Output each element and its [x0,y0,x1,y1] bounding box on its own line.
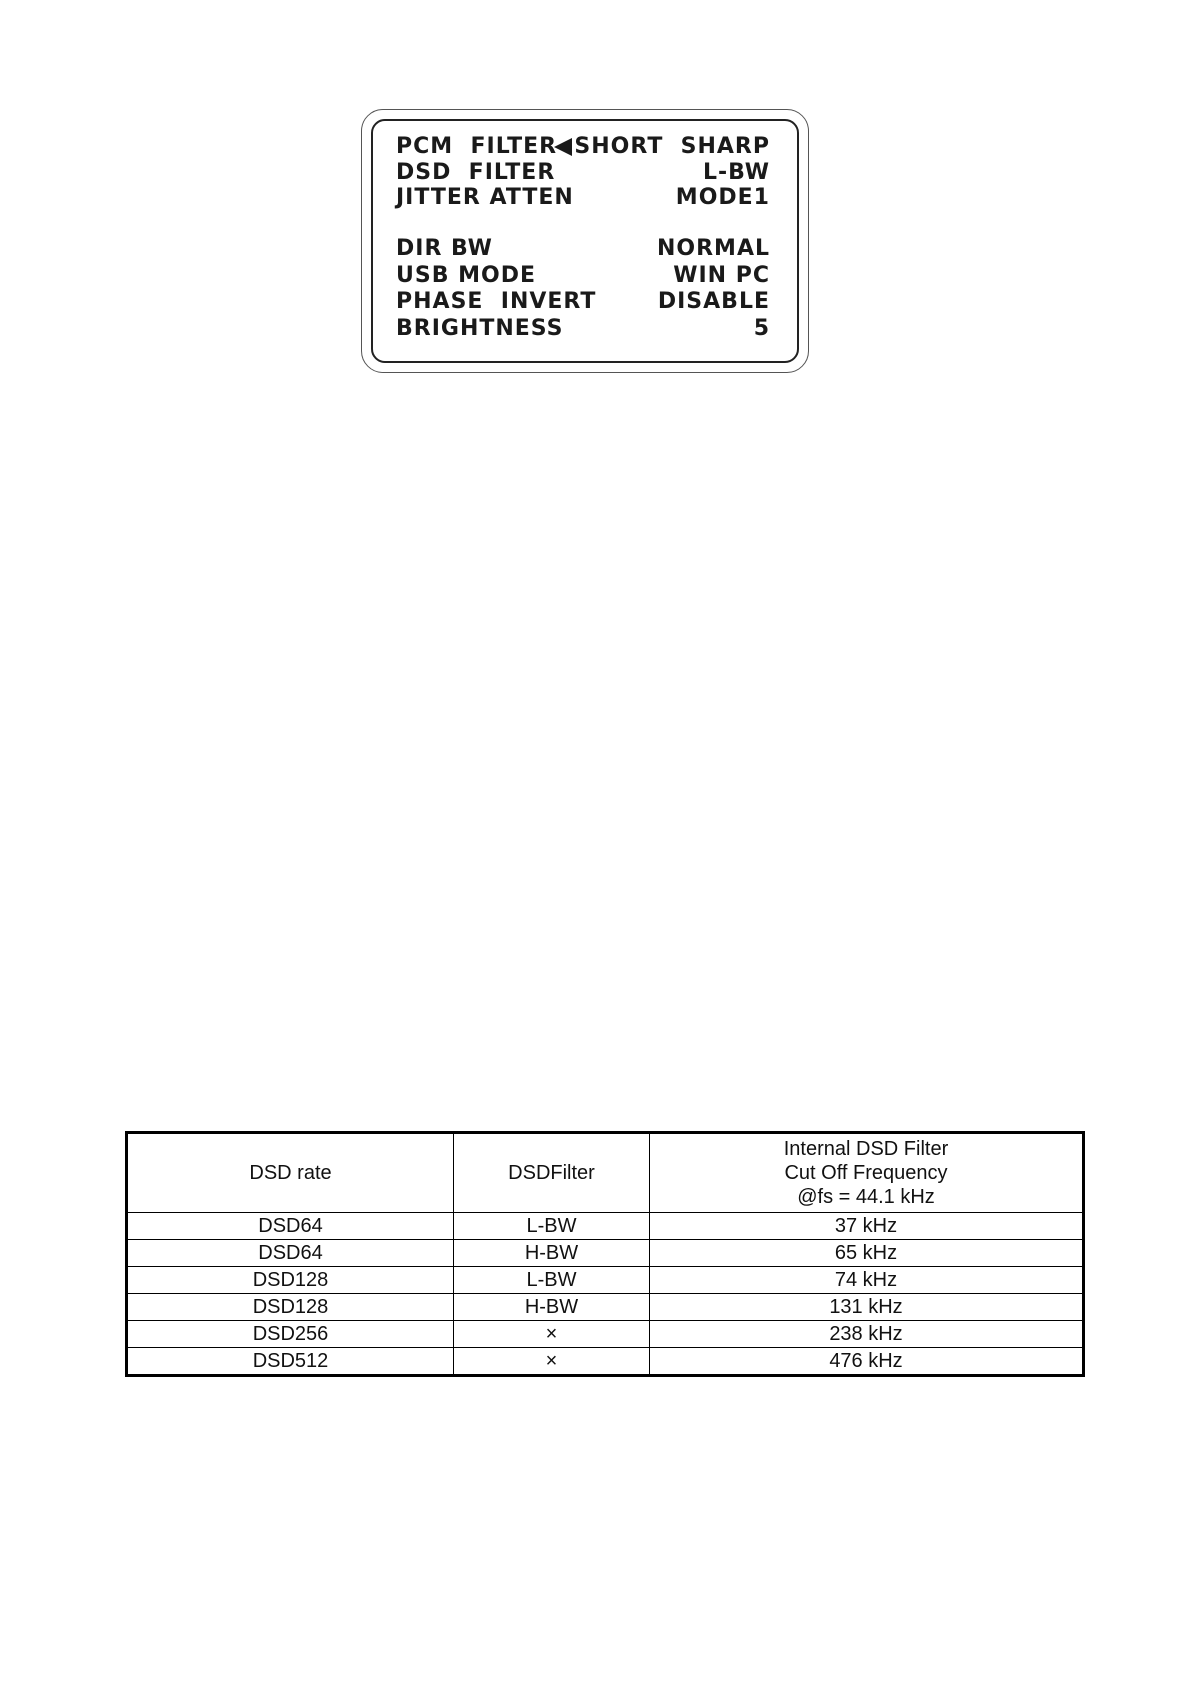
lcd-row-phase-invert [396,289,770,315]
lcd-row-usb-mode [396,263,770,289]
lcd-value: DISABLE [657,289,770,314]
table-row [127,1348,1084,1376]
header-cutoff-line: @fs = 44.1 kHz [797,1186,935,1208]
lcd-label: DSD FILTER [396,160,556,185]
cell-cutoff: 65 kHz [650,1240,1084,1267]
cell-dsd-filter: L-BW [454,1267,650,1294]
table-row [127,1267,1084,1294]
header-dsd-filter: DSDFilter [454,1133,650,1213]
lcd-value: L-BW [703,160,770,185]
lcd-row-dir-bw [396,236,770,262]
cell-dsd-rate: DSD512 [127,1348,454,1376]
lcd-value: MODE1 [675,185,770,210]
left-triangle-icon [554,138,572,156]
cell-dsd-rate: DSD64 [127,1213,454,1240]
lcd-label: DIR BW [396,236,493,261]
cell-dsd-rate: DSD256 [127,1321,454,1348]
header-cutoff-line: Cut Off Frequency [784,1162,948,1184]
header-cutoff-frequency [650,1133,1084,1213]
lcd-row-brightness [396,316,770,342]
cell-dsd-filter: × [454,1348,650,1376]
lcd-value: WIN PC [673,263,770,288]
cell-dsd-filter: H-BW [454,1294,650,1321]
lcd-value: 5 [753,316,770,341]
lcd-label: USB MODE [396,263,537,288]
lcd-label: JITTER ATTEN [396,185,574,210]
table-row [127,1240,1084,1267]
cell-cutoff: 131 kHz [650,1294,1084,1321]
lcd-label: PHASE INVERT [396,289,597,314]
table-row [127,1213,1084,1240]
cell-dsd-filter: × [454,1321,650,1348]
cell-cutoff: 238 kHz [650,1321,1084,1348]
header-dsd-rate: DSD rate [127,1133,454,1213]
lcd-value: SHORT SHARP [574,134,770,159]
table-header-row [127,1133,1084,1213]
header-cutoff-line: Internal DSD Filter [783,1138,949,1160]
cell-dsd-rate: DSD64 [127,1240,454,1267]
lcd-row-dsd-filter [396,160,770,186]
cell-cutoff: 37 kHz [650,1213,1084,1240]
lcd-label: PCM FILTER [396,134,558,159]
lcd-value: NORMAL [657,236,770,261]
cell-dsd-rate: DSD128 [127,1294,454,1321]
lcd-label: BRIGHTNESS [396,316,564,341]
cell-dsd-filter: L-BW [454,1213,650,1240]
table-row [127,1294,1084,1321]
lcd-row-jitter-atten [396,185,770,211]
dsd-filter-table [125,1131,1085,1377]
cell-dsd-filter: H-BW [454,1240,650,1267]
cell-dsd-rate: DSD128 [127,1267,454,1294]
lcd-row-pcm-filter [396,134,770,160]
table-row [127,1321,1084,1348]
cell-cutoff: 476 kHz [650,1348,1084,1376]
cell-cutoff: 74 kHz [650,1267,1084,1294]
